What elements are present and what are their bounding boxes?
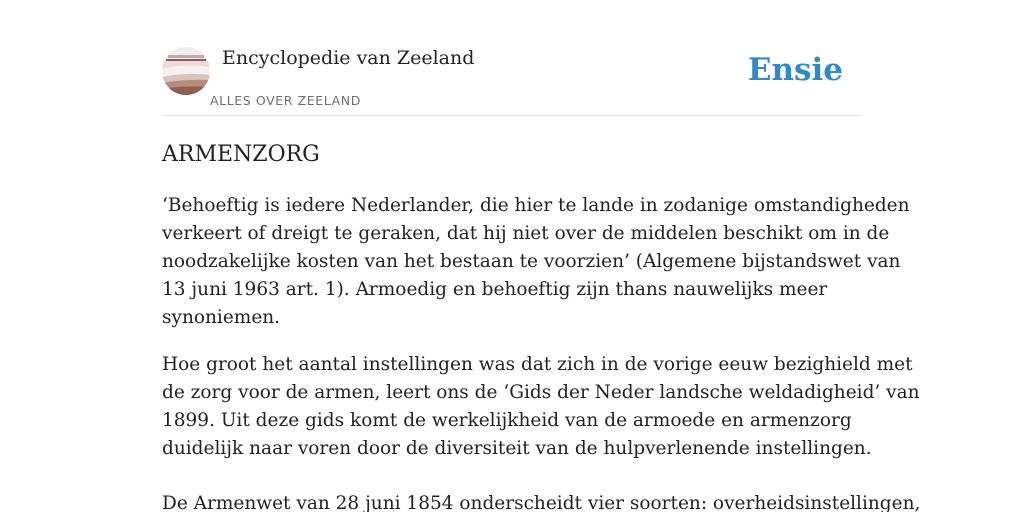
paragraph-line: De Armenwet van 28 juni 1854 onderscheidt vier soorten: overheidsinstellingen, (162, 493, 921, 512)
paragraph-line: verkeert of dreigt te geraken, dat hij niet over de middelen beschikt om in de (162, 223, 890, 244)
paragraph-line: 13 juni 1963 art. 1). Armoedig en behoeftig zijn thans nauwelijks meer (162, 279, 828, 300)
site-logo-image[interactable] (162, 47, 210, 95)
ensie-brand-link[interactable]: Ensie (747, 52, 843, 88)
paragraph-line: 1899. Uit deze gids komt de werkelijkheid van de armoede en armenzorg (162, 410, 852, 431)
site-title[interactable]: Encyclopedie van Zeeland (222, 47, 475, 69)
book-photo-icon (162, 47, 210, 95)
paragraph-line: Hoe groot het aantal instellingen was dat zich in de vorige eeuw bezighield met (162, 354, 913, 375)
paragraph-line: noodzakelijke kosten van het bestaan te voorzien’ (Algemene bijstandswet van (162, 251, 901, 272)
article-title: ARMENZORG (162, 142, 320, 167)
article-paragraph (162, 351, 920, 463)
paragraph-line: de zorg voor de armen, leert ons de ‘Gids der Neder landsche weldadigheid’ van (162, 382, 920, 403)
site-subtitle: ALLES OVER ZEELAND (210, 93, 361, 108)
site-header (162, 46, 862, 116)
article-paragraph (162, 490, 921, 512)
paragraph-line: ‘Behoeftig is iedere Nederlander, die hier te lande in zodanige omstandigheden (162, 195, 910, 216)
paragraph-line: duidelijk naar voren door de diversiteit van de hulpverlenende instellingen. (162, 438, 872, 459)
paragraph-line: synoniemen. (162, 307, 281, 328)
article-paragraph (162, 192, 910, 332)
